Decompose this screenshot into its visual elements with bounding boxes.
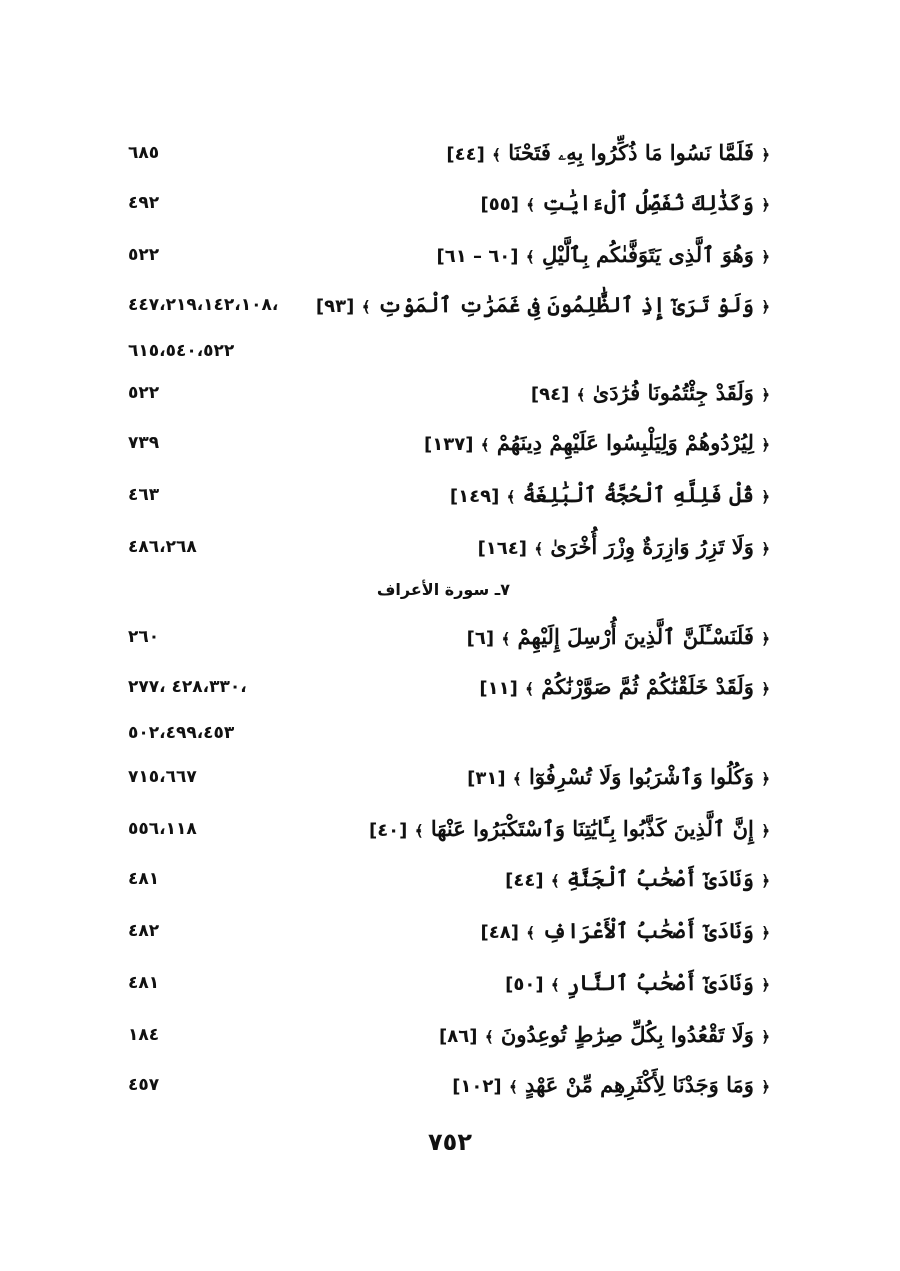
verse-text: وَلَقَدْ خَلَقْنَٰكُمْ ثُمَّ صَوَّرْنَٰكُمْ <box>541 674 754 699</box>
ornament-close: ﴾ <box>492 146 501 164</box>
page-refs-line: ٢٦٠ <box>128 627 160 647</box>
verse-text: وَلَقَدْ جِئْتُمُونَا فُرَٰدَىٰ <box>592 380 754 405</box>
ornament-close: ﴾ <box>501 630 511 648</box>
index-entry <box>120 138 770 192</box>
verse-text: وَلَوْ تَرَىٰٓ إِذِ ٱلظَّٰلِمُونَ فِى غَمَرَٰتِ ٱلْمَوْتِ <box>377 292 754 317</box>
ornament-open: ﴿ <box>761 822 770 840</box>
verse-text: لِيُرْدُوهُمْ وَلِيَلْبِسُوا عَلَيْهِمْ دِينَهُمْ <box>496 430 754 455</box>
page-refs-line: ،٤٢٨،٣٣٠ ،٢٧٧ <box>128 677 247 697</box>
page-refs-line: ٤٦٣ <box>128 485 160 505</box>
ornament-close: ﴾ <box>484 1028 494 1046</box>
ornament-open: ﴿ <box>761 386 770 404</box>
page-refs-line: ٦١٥،٥٤٠،٥٢٢ <box>128 341 235 361</box>
ornament-close: ﴾ <box>480 436 490 454</box>
ayah-number: [٤٤] <box>446 144 485 165</box>
ayah-number: [٤٤] <box>505 870 544 891</box>
ornament-open: ﴿ <box>761 248 770 266</box>
index-entry <box>120 532 770 586</box>
ornament-close: ﴾ <box>550 872 560 890</box>
ornament-open: ﴿ <box>761 630 770 648</box>
ayah-number: [٥٠] <box>505 974 544 995</box>
verse-quote <box>481 188 770 220</box>
ornament-open: ﴿ <box>761 872 770 890</box>
page-references <box>128 532 197 562</box>
ayah-number: [٥٥] <box>480 194 519 215</box>
index-entry <box>120 968 770 1022</box>
page-refs-line: ٤٨٢ <box>128 921 160 941</box>
verse-text: فَلَمَّا نَسُوا مَا ذُكِّرُوا بِهِۦ فَتَحْنَا <box>508 140 754 165</box>
ornament-close: ﴾ <box>414 822 424 840</box>
ayah-number: [١٣٧] <box>423 434 474 455</box>
ayah-number: [٦٠ – ٦١] <box>436 246 519 267</box>
ornament-close: ﴾ <box>512 770 522 788</box>
verse-quote <box>505 864 770 896</box>
index-entry <box>120 240 770 294</box>
verse-quote <box>467 762 770 794</box>
ornament-open: ﴿ <box>761 436 770 454</box>
verse-quote <box>437 240 770 272</box>
page-references <box>128 428 159 458</box>
verse-quote <box>424 428 770 460</box>
verse-quote <box>481 916 770 948</box>
ayah-number: [١٤٩] <box>449 486 500 507</box>
verse-text: وَكَذَٰلِكَ نُفَصِّلُ ٱلْءَايَٰتِ <box>542 190 754 215</box>
page-references <box>128 672 247 748</box>
verse-quote <box>439 1020 770 1052</box>
page-refs-line: ٥٠٢،٤٩٩،٤٥٣ <box>128 723 235 743</box>
verse-quote <box>479 672 770 704</box>
index-entry <box>120 428 770 482</box>
ornament-close: ﴾ <box>550 976 560 994</box>
ornament-open: ﴿ <box>761 1028 770 1046</box>
ornament-close: ﴾ <box>534 540 544 558</box>
page-refs-line: ٥٥٦،١١٨ <box>128 819 197 839</box>
surah-heading: ٧ـ سورة الأعراف <box>376 580 510 599</box>
index-entry <box>120 814 770 868</box>
ornament-open: ﴿ <box>761 146 770 164</box>
page-refs-line: ٤٨١ <box>128 869 160 889</box>
verse-text: إِنَّ ٱلَّذِينَ كَذَّبُوا بِـَٔايَٰتِنَا وَٱسْتَكْبَرُوا عَنْهَا <box>430 816 754 841</box>
ornament-close: ﴾ <box>526 924 536 942</box>
ornament-open: ﴿ <box>761 540 770 558</box>
verse-quote <box>369 814 770 846</box>
ornament-open: ﴿ <box>761 1078 770 1096</box>
verse-quote <box>452 1070 770 1102</box>
index-entry <box>120 1020 770 1074</box>
ornament-open: ﴿ <box>761 924 770 942</box>
verse-quote <box>531 378 770 410</box>
verse-text: وَنَادَىٰٓ أَصْحَٰبُ ٱلنَّارِ <box>567 970 754 995</box>
ornament-open: ﴿ <box>761 196 770 214</box>
verse-quote <box>450 480 770 512</box>
verse-text: وَنَادَىٰٓ أَصْحَٰبُ ٱلْأَعْرَافِ <box>542 918 754 943</box>
page-refs-line: ١٨٤ <box>128 1025 160 1045</box>
ayah-number: [٣١] <box>467 768 506 789</box>
verse-text: وَمَا وَجَدْنَا لِأَكْثَرِهِم مِّنْ عَهْدٍ <box>525 1072 754 1097</box>
page-references <box>128 916 159 946</box>
index-entry <box>120 762 770 816</box>
page-references <box>128 622 159 652</box>
ayah-number: [١٠٢] <box>452 1076 502 1097</box>
verse-quote <box>478 532 770 564</box>
index-entry <box>120 1070 770 1124</box>
ornament-close: ﴾ <box>361 298 371 316</box>
verse-text: وَلَا تَقْعُدُوا بِكُلِّ صِرَٰطٍ تُوعِدُونَ <box>500 1022 754 1047</box>
page-references <box>128 814 197 844</box>
index-entry <box>120 290 770 370</box>
ornament-open: ﴿ <box>761 770 770 788</box>
ornament-open: ﴿ <box>761 976 770 994</box>
ayah-number: [٤٨] <box>480 922 519 943</box>
page-refs-line: ٦٨٥ <box>128 143 160 163</box>
index-entry <box>120 480 770 534</box>
ornament-close: ﴾ <box>526 196 536 214</box>
verse-text: وَهُوَ ٱلَّذِى يَتَوَفَّىٰكُم بِٱلَّيْلِ <box>541 242 754 267</box>
page-references <box>128 864 159 894</box>
page-references <box>128 1020 159 1050</box>
index-entry <box>120 622 770 676</box>
ayah-number: [١١] <box>479 678 518 699</box>
ayah-number: [٨٦] <box>439 1026 478 1047</box>
ornament-close: ﴾ <box>506 488 516 506</box>
ayah-number: [٦] <box>466 628 495 649</box>
ornament-close: ﴾ <box>525 680 534 698</box>
page-references <box>128 290 278 366</box>
ornament-close: ﴾ <box>508 1078 518 1096</box>
page-references <box>128 762 197 792</box>
verse-text: وَلَا تَزِرُ وَازِرَةٌ وِزْرَ أُخْرَىٰ <box>550 534 754 559</box>
page-refs-line: ٤٨١ <box>128 973 160 993</box>
verse-quote <box>505 968 770 1000</box>
page-refs-line: ،٤٤٧،٢١٩،١٤٢،١٠٨ <box>128 295 279 315</box>
page-refs-line: ٥٢٢ <box>128 383 160 403</box>
page-references <box>128 240 159 270</box>
verse-text: فَلَنَسْـَٔلَنَّ ٱلَّذِينَ أُرْسِلَ إِلَيْهِمْ <box>517 624 754 649</box>
index-entry <box>120 378 770 432</box>
ornament-close: ﴾ <box>525 248 535 266</box>
ornament-open: ﴿ <box>761 680 770 698</box>
page-refs-line: ٧٣٩ <box>128 433 160 453</box>
page-references <box>128 138 159 168</box>
index-entry <box>120 672 770 752</box>
index-entry <box>120 188 770 242</box>
page-references <box>128 1070 159 1100</box>
ayah-number: [٤٠] <box>368 820 408 841</box>
ayah-number: [٩٣] <box>315 296 355 317</box>
verse-quote <box>446 138 770 170</box>
page-references <box>128 480 159 510</box>
index-entry <box>120 916 770 970</box>
page-refs-line: ٤٥٧ <box>128 1075 160 1095</box>
page-number: ٧٥٢ <box>428 1128 472 1156</box>
verse-text: قُلْ فَلِلَّهِ ٱلْحُجَّةُ ٱلْبَٰلِغَةُ <box>522 482 754 507</box>
verse-quote <box>467 622 770 654</box>
verse-quote <box>316 290 770 322</box>
page-refs-line: ٤٨٦،٢٦٨ <box>128 537 197 557</box>
ornament-open: ﴿ <box>761 298 770 316</box>
page-references <box>128 188 159 218</box>
ayah-number: [١٦٤] <box>477 538 527 559</box>
page-refs-line: ٧١٥،٦٦٧ <box>128 767 197 787</box>
ornament-open: ﴿ <box>761 488 770 506</box>
ornament-close: ﴾ <box>576 386 586 404</box>
page-references <box>128 968 159 998</box>
verse-text: وَنَادَىٰٓ أَصْحَٰبُ ٱلْجَنَّةِ <box>567 866 754 891</box>
ayah-number: [٩٤] <box>530 384 570 405</box>
page-references <box>128 378 159 408</box>
page-refs-line: ٥٢٢ <box>128 245 160 265</box>
page-refs-line: ٤٩٢ <box>128 193 160 213</box>
verse-text: وَكُلُوا وَٱشْرَبُوا وَلَا تُسْرِفُوٓا <box>529 764 754 789</box>
index-entry <box>120 864 770 918</box>
